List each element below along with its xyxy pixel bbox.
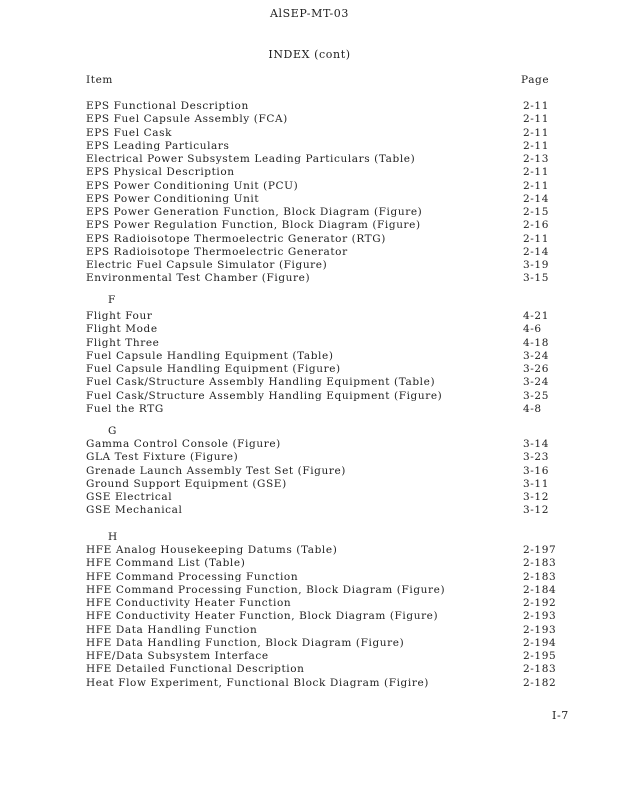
entry-page: 2-183	[523, 570, 557, 583]
index-entry	[86, 478, 558, 491]
entry-page: 2-13	[523, 153, 549, 165]
entry-item: EPS Radioisotope Thermoelectric Generator (RTG)	[86, 232, 386, 245]
index-entry	[86, 663, 558, 676]
index-entry	[86, 246, 558, 259]
entry-page: 3-24	[523, 376, 549, 389]
entry-page: 4-8	[523, 402, 542, 415]
entry-item: Fuel the RTG	[86, 402, 164, 415]
entry-item: EPS Fuel Cask	[86, 126, 173, 139]
entry-page: 3-12	[523, 504, 549, 517]
entry-page: 2-184	[523, 583, 557, 596]
entry-page: 2-16	[523, 219, 549, 232]
entry-page: 2-15	[523, 206, 549, 218]
entry-item: Fuel Capsule Handling Equipment (Table)	[86, 349, 334, 362]
index-entry	[86, 403, 558, 416]
entry-page: 3-12	[523, 491, 549, 503]
document-header: AlSEP-MT-03	[269, 7, 350, 20]
entry-item: Gamma Control Console (Figure)	[86, 438, 281, 450]
entry-item: EPS Functional Description	[86, 100, 249, 112]
entry-item: EPS Power Generation Function, Block Diagram (Figure)	[86, 206, 423, 218]
entry-page: 2-11	[523, 232, 549, 245]
entry-item: HFE Analog Housekeeping Datums (Table)	[86, 544, 338, 556]
entry-page: 2-11	[523, 166, 549, 179]
index-entry	[86, 219, 558, 232]
entry-page: 2-197	[523, 544, 557, 556]
entry-item: Electric Fuel Capsule Simulator (Figure)	[86, 259, 328, 271]
entry-item: Ground Support Equipment (GSE)	[86, 477, 287, 490]
column-header-item: Item	[86, 74, 113, 86]
section-letter: H	[108, 531, 118, 543]
entry-item: Electrical Power Subsystem Leading Particulars (Table)	[86, 153, 416, 165]
index-entry	[86, 310, 558, 323]
entry-item: Fuel Capsule Handling Equipment (Figure)	[86, 363, 341, 375]
index-entry	[86, 350, 558, 363]
entry-item: HFE Command Processing Function	[86, 570, 299, 583]
entry-item: HFE Data Handling Function	[86, 623, 258, 636]
entry-item: EPS Power Regulation Function, Block Diagram (Figure)	[86, 219, 421, 232]
entry-item: EPS Power Conditioning Unit	[86, 192, 260, 205]
entry-item: HFE/Data Subsystem Interface	[86, 650, 269, 662]
index-entry	[86, 557, 558, 570]
index-entry	[86, 584, 558, 597]
entry-page: 2-11	[523, 126, 549, 139]
entry-item: HFE Command Processing Function, Block Diagram (Figure)	[86, 583, 446, 596]
section-letter: F	[108, 294, 116, 306]
entry-item: Flight Mode	[86, 323, 158, 336]
entry-item: HFE Detailed Functional Description	[86, 663, 305, 676]
entry-item: Grenade Launch Assembly Test Set (Figure)	[86, 464, 346, 477]
entry-item: Fuel Cask/Structure Assembly Handling Equipment (Figure)	[86, 389, 443, 402]
index-entry	[86, 259, 558, 272]
entry-page: 3-26	[523, 363, 549, 375]
entry-item: HFE Command List (Table)	[86, 557, 246, 570]
entry-page: 2-14	[523, 192, 549, 205]
entry-page: 3-25	[523, 389, 549, 402]
entry-item: EPS Leading Particulars	[86, 139, 230, 152]
index-entry	[86, 113, 558, 126]
entry-page: 3-24	[523, 349, 549, 362]
entry-item: EPS Physical Description	[86, 166, 235, 179]
index-entry	[86, 337, 558, 350]
entry-item: EPS Radioisotope Thermoelectric Generator	[86, 245, 348, 258]
entry-item: Flight Four	[86, 310, 153, 322]
index-entry	[86, 272, 558, 285]
entry-page: 2-193	[523, 623, 557, 636]
index-entry	[86, 376, 558, 389]
entry-item: Heat Flow Experiment, Functional Block Diagram (Figire)	[86, 676, 429, 689]
entry-page: 3-19	[523, 259, 549, 271]
index-entry	[86, 571, 558, 584]
entry-page: 3-14	[523, 438, 549, 450]
entry-page: 3-11	[523, 477, 549, 490]
index-entry	[86, 100, 558, 113]
entry-page: 3-23	[523, 451, 549, 464]
index-entry	[86, 624, 558, 637]
entry-page: 2-11	[523, 113, 549, 126]
index-entry	[86, 451, 558, 464]
index-entry	[86, 438, 558, 451]
index-entry	[86, 127, 558, 140]
entry-item: Fuel Cask/Structure Assembly Handling Equipment (Table)	[86, 376, 436, 389]
index-entry	[86, 650, 558, 663]
entry-page: 2-183	[523, 663, 557, 676]
entry-page: 2-11	[523, 100, 549, 112]
entry-page: 2-11	[523, 179, 549, 192]
section-letter: G	[108, 425, 117, 437]
entry-item: Environmental Test Chamber (Figure)	[86, 272, 311, 285]
entry-page: 2-195	[523, 650, 557, 662]
index-entry	[86, 180, 558, 193]
entry-item: HFE Conductivity Heater Function	[86, 597, 292, 609]
entry-page: 2-193	[523, 610, 557, 623]
entry-page: 2-194	[523, 636, 557, 649]
entry-page: 4-21	[523, 310, 549, 322]
index-entry	[86, 153, 558, 166]
index-entry	[86, 544, 558, 557]
index-entry	[86, 610, 558, 623]
index-entry	[86, 363, 558, 376]
entry-page: 2-192	[523, 597, 557, 609]
entry-page: 2-183	[523, 557, 557, 570]
index-entry	[86, 597, 558, 610]
index-entry	[86, 166, 558, 179]
entry-page: 4-18	[523, 336, 549, 349]
entry-item: HFE Conductivity Heater Function, Block Diagram (Figure)	[86, 610, 439, 623]
entry-page: 2-182	[523, 676, 557, 689]
index-entry	[86, 504, 558, 517]
entry-item: EPS Fuel Capsule Assembly (FCA)	[86, 113, 288, 126]
entry-page: 3-16	[523, 464, 549, 477]
index-entry	[86, 140, 558, 153]
entry-page: 2-14	[523, 245, 549, 258]
column-header-page: Page	[521, 74, 550, 86]
index-entry	[86, 206, 558, 219]
entry-item: HFE Data Handling Function, Block Diagram (Figure)	[86, 636, 405, 649]
entry-item: GSE Electrical	[86, 491, 173, 503]
page-title: INDEX (cont)	[268, 48, 351, 61]
index-entry	[86, 193, 558, 206]
index-entry	[86, 323, 558, 336]
index-entry	[86, 390, 558, 403]
index-entry	[86, 637, 558, 650]
entry-item: EPS Power Conditioning Unit (PCU)	[86, 179, 299, 192]
page-number: I-7	[552, 709, 569, 722]
entry-page: 3-15	[523, 272, 549, 285]
index-entry	[86, 465, 558, 478]
entry-page: 4-6	[523, 323, 542, 336]
index-entry	[86, 233, 558, 246]
entry-item: Flight Three	[86, 336, 160, 349]
entry-page: 2-11	[523, 139, 549, 152]
entry-item: GSE Mechanical	[86, 504, 183, 517]
index-entry	[86, 491, 558, 504]
entry-item: GLA Test Fixture (Figure)	[86, 451, 239, 464]
index-entry	[86, 677, 558, 690]
